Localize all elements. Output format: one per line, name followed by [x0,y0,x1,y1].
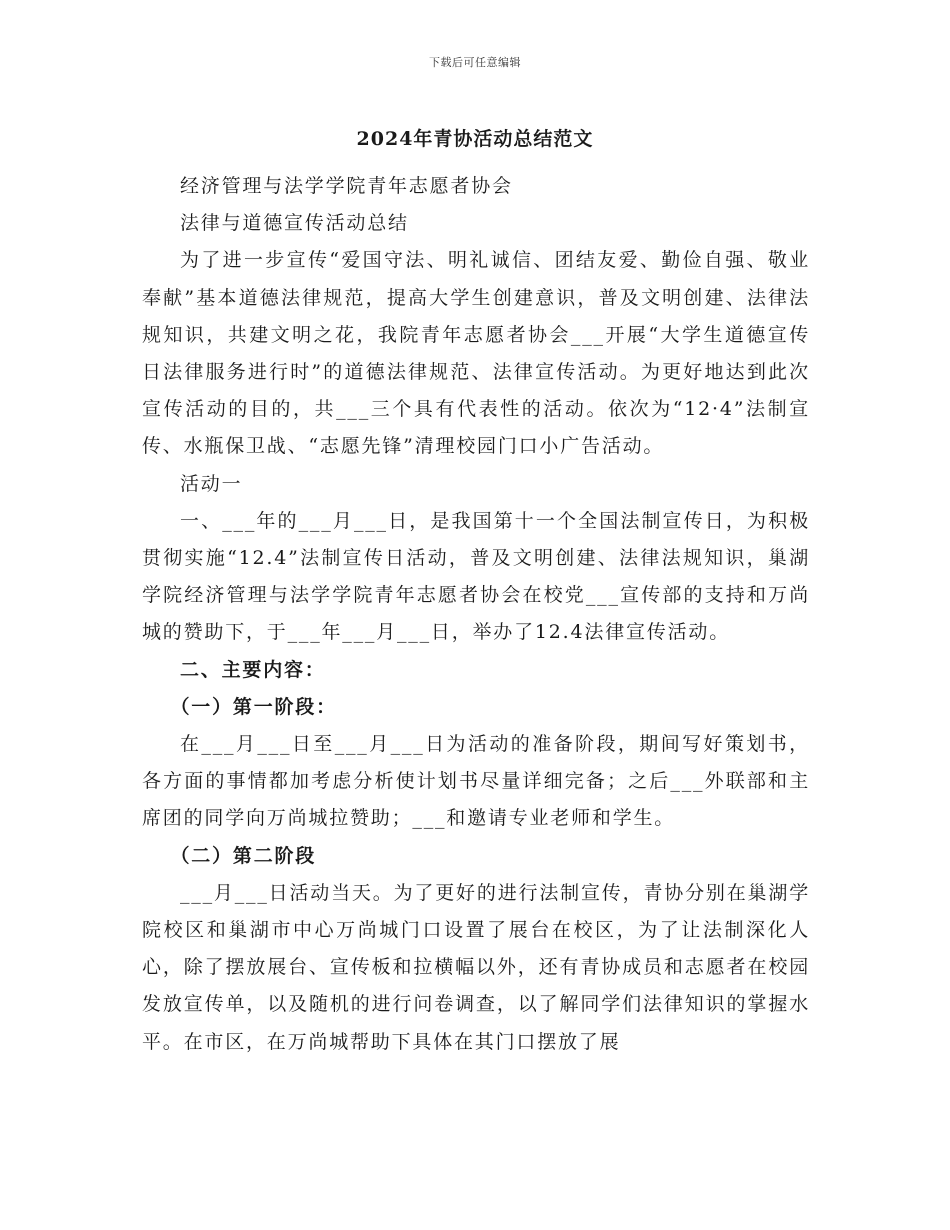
section-two-heading: 二、主要内容： [180,658,326,681]
activity-one-label: 活动一 [180,472,243,495]
org-name-line: 经济管理与法学学院青年志愿者协会 [180,175,513,197]
section-one-paragraph: 一、___年的___月___日，是我国第十一个全国法制宣传日，为积极贯彻实施“12.4”法制宣传日活动，普及文明创建、法律法规知识，巢湖学院经济管理与法学学院青年志愿者协会在校党___宣传部的支持和万尚城的赞助下，于___年___月___日，举办了12.4法律宣传活动。 [142,509,810,644]
summary-subtitle-line: 法律与道德宣传活动总结 [180,212,409,235]
document-body [142,168,810,1061]
header-note: 下载后可任意编辑 [429,56,521,69]
document-title: 2024年青协活动总结范文 [356,128,594,150]
stage-one-heading: （一）第一阶段： [170,695,337,718]
stage-one-paragraph: 在___月___日至___月___日为活动的准备阶段，期间写好策划书，各方面的事情都加考虑分析使计划书尽量详细完备；之后___外联部和主席团的同学向万尚城拉赞助；___和邀请专业老师和学生。 [142,733,810,830]
intro-paragraph: 为了进一步宣传“爱国守法、明礼诚信、团结友爱、勤俭自强、敬业奉献”基本道德法律规范，提高大学生创建意识，普及文明创建、法律法规知识，共建文明之花，我院青年志愿者协会___开展“大学生道德宣传日法律服务进行时”的道德法律规范、法律宣传活动。为更好地达到此次宣传活动的目的，共___三个具有代表性的活动。依次为“12·4”法制宣传、水瓶保卫战、“志愿先锋”清理校园门口小广告活动。 [142,249,810,458]
stage-two-heading: （二）第二阶段 [170,844,317,867]
stage-two-paragraph: ___月___日活动当天。为了更好的进行法制宣传，青协分别在巢湖学院校区和巢湖市中心万尚城门口设置了展台在校区，为了让法制深化人心，除了摆放展台、宣传板和拉横幅以外，还有青协成员和志愿者在校园发放宣传单，以及随机的进行问卷调查，以了解同学们法律知识的掌握水平。在市区，在万尚城帮助下具体在其门口摆放了展 [142,881,810,1053]
